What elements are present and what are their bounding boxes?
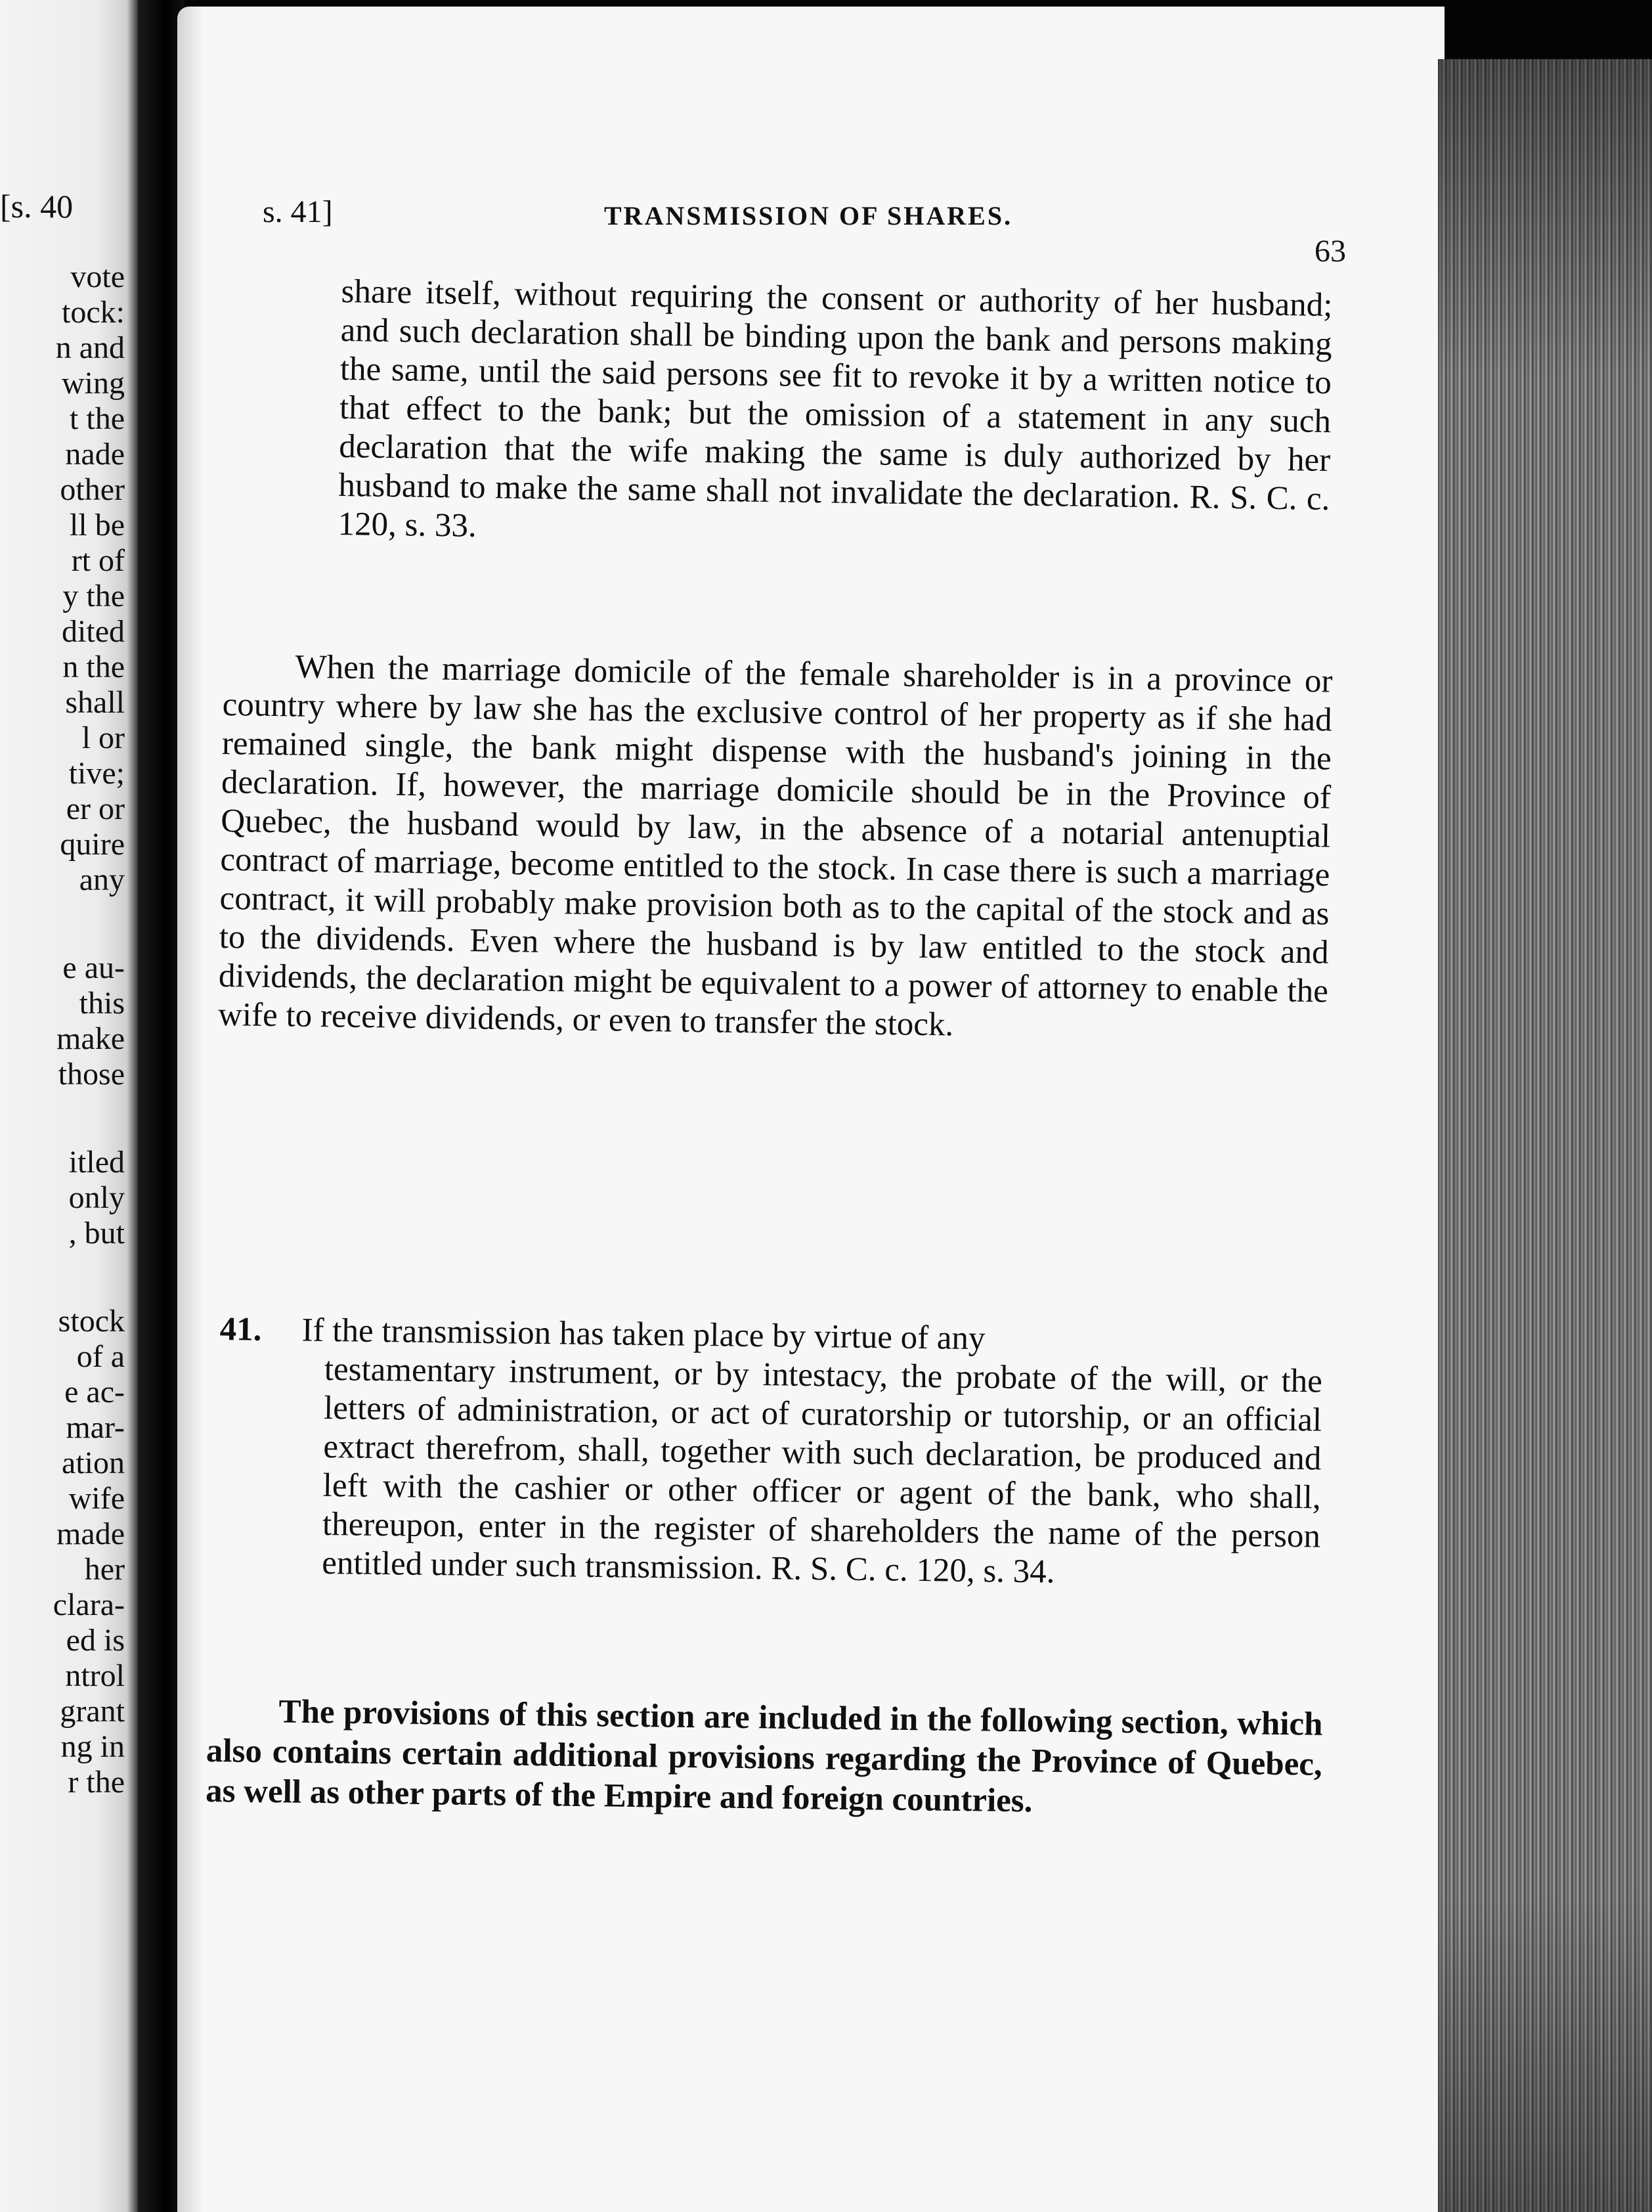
left-page-line: those bbox=[58, 1057, 125, 1092]
left-page-line: wing bbox=[62, 366, 125, 401]
left-page-line: of a bbox=[76, 1339, 125, 1374]
left-page-gap bbox=[0, 898, 125, 950]
section-41-opening: If the transmission has taken place by virtue of any bbox=[301, 1312, 986, 1358]
left-page-line: er or bbox=[66, 791, 125, 826]
book-page bbox=[177, 7, 1445, 2212]
left-page-line: , but bbox=[68, 1216, 125, 1250]
left-page-line: ntrol bbox=[65, 1658, 125, 1693]
left-page-line: shall bbox=[65, 685, 125, 720]
section-reference: s. 41] bbox=[263, 194, 333, 229]
left-page-line: e au- bbox=[62, 950, 125, 985]
running-title: TRANSMISSION OF SHARES. bbox=[604, 201, 1013, 231]
left-page-line: mar- bbox=[66, 1410, 125, 1445]
left-page-line: grant bbox=[60, 1694, 125, 1729]
left-page-line: clara- bbox=[53, 1587, 125, 1622]
commentary-paragraph-2: The provisions of this section are included in the following section, which also contains certain additional provisions regarding the Province of Quebec, as well as other parts of the Empire and foreign countries. bbox=[205, 1693, 1323, 1820]
left-page-line: l or bbox=[81, 720, 125, 755]
left-page-line: n and bbox=[55, 330, 125, 365]
section-number: 41. bbox=[219, 1310, 262, 1348]
section-41-body: testamentary instrument, or by intestacy, the probate of the will, or the letters of administration, or act of curatorship or tutorship, or an official extract therefrom, shall, together with such declaration, be produced and left with the cashier or other officer or agent of the bank, who shall, thereupon, enter in the register of shareholders the name of the person entitled under such transmission. R. S. C. c. 120, s. 34. bbox=[321, 1350, 1323, 1591]
left-page-line: dited bbox=[62, 614, 125, 649]
left-page-header: [s. 40 bbox=[0, 188, 74, 225]
left-page-line: other bbox=[60, 472, 125, 507]
left-page-line: ll be bbox=[70, 508, 125, 542]
stacked-page-edges bbox=[1438, 59, 1652, 2212]
left-page-line: stock bbox=[58, 1304, 125, 1338]
commentary-note-2 bbox=[206, 1691, 1323, 1825]
left-page-line: t the bbox=[70, 401, 125, 436]
left-facing-page bbox=[0, 0, 138, 2212]
page-header bbox=[263, 194, 1346, 269]
left-page-line: this bbox=[79, 986, 125, 1021]
left-page-line: quire bbox=[60, 827, 125, 862]
continued-statute-text bbox=[337, 273, 1333, 558]
left-page-line: ed is bbox=[66, 1623, 125, 1658]
left-page-line: n the bbox=[62, 650, 125, 684]
left-page-line: vote bbox=[70, 259, 125, 294]
left-page-text bbox=[0, 259, 125, 1800]
page-number: 63 bbox=[1315, 234, 1346, 269]
left-page-line: only bbox=[68, 1180, 125, 1215]
left-page-line: y the bbox=[62, 579, 125, 613]
left-page-line: tive; bbox=[68, 756, 125, 791]
left-page-line: ng in bbox=[60, 1729, 125, 1764]
left-page-line: r the bbox=[68, 1765, 125, 1800]
left-page-line: her bbox=[84, 1552, 125, 1587]
section-41 bbox=[217, 1310, 1323, 1595]
left-page-line: itled bbox=[68, 1145, 125, 1180]
left-page-line: nade bbox=[65, 437, 125, 472]
left-page-line: ation bbox=[62, 1446, 125, 1480]
left-page-line: any bbox=[79, 862, 125, 897]
left-page-gap bbox=[0, 1251, 125, 1304]
left-page-line: e ac- bbox=[64, 1375, 125, 1409]
left-page-line: rt of bbox=[71, 543, 125, 578]
left-page-line: wife bbox=[68, 1481, 125, 1516]
left-page-gap bbox=[0, 1092, 125, 1145]
left-page-line: made bbox=[56, 1516, 125, 1551]
commentary-note-1 bbox=[218, 647, 1333, 1050]
continued-paragraph: share itself, without requiring the consent or authority of her husband; and such declaration shall be binding upon the bank and persons making the same, until the said persons see fit to revoke it by a written notice to that effect to the bank; but the omission of a statement in any such declaration that the wife making the same is duly authorized by her husband to make the same shall not invalidate the declaration. R. S. C. c. 120, s. 33. bbox=[337, 273, 1333, 544]
left-page-line: tock: bbox=[62, 295, 125, 330]
commentary-paragraph-1: When the marriage domicile of the female shareholder is in a province or country where by law she has the exclusive control of her property as if she had remained single, the bank might dispense with the husband's joining in the declaration. If, however, the marriage domicile should be in the Province of Quebec, the husband would by law, in the absence of a notarial antenuptial contract of marriage, become entitled to the stock. In case there is such a marriage contract, it will probably make provision both as to the capital of the stock and as to the dividends. Even where the husband is by law entitled to the stock and dividends, the declaration might be equivalent to a power of attorney to enable the wife to receive dividends, or even to transfer the stock. bbox=[217, 648, 1333, 1044]
left-page-line: make bbox=[56, 1021, 125, 1056]
